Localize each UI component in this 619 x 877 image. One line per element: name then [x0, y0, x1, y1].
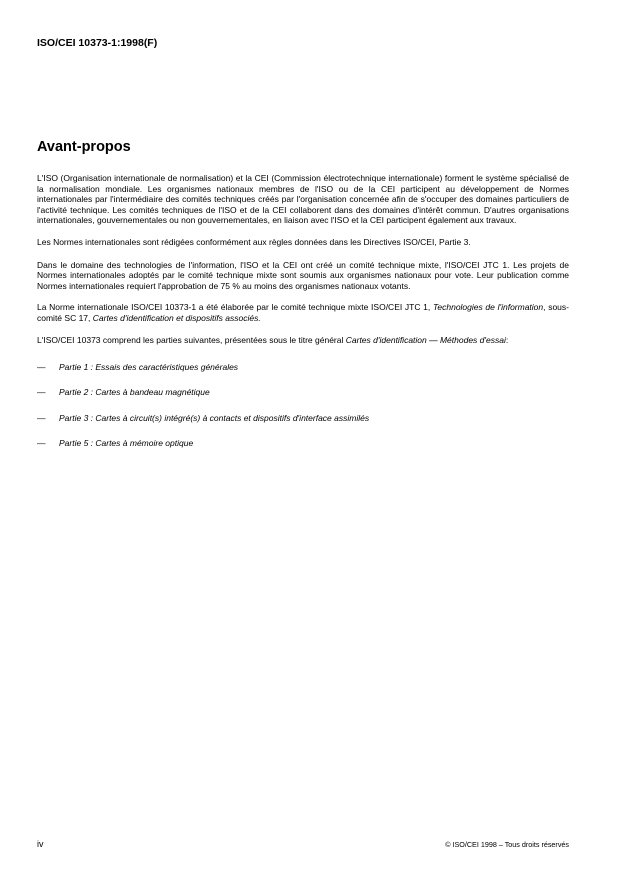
- paragraph-directives: Les Normes internationales sont rédigées conformément aux règles données dans les Directives ISO/CEI, Partie 3.: [37, 236, 471, 247]
- paragraph-parts-intro: [37, 335, 569, 346]
- parts-intro-colon: :: [505, 334, 509, 345]
- copyright-notice: © ISO/CEI 1998 – Tous droits réservés: [445, 840, 569, 849]
- section-title: Avant-propos: [37, 139, 131, 155]
- paragraph-iso-cei: L'ISO (Organisation internationale de normalisation) et la CEI (Commission électrotechnique internationale) forment le système spécialisé de la normalisation mondiale. Les organismes nationaux membres de l'ISO ou de la CEI participent au développement de Normes internationales par l'intermédiaire des comités techniques créés par l'organisation concernée afin de s'occuper des domaines particuliers de l'activité technique. Les comités techniques de l'ISO et de la CEI collaborent dans des domaines d'intérêt commun. D'autres organisations internationales, gouvernementales ou non gouvernementales, en liaison avec l'ISO et la CEI participent également aux travaux.: [37, 173, 569, 226]
- elaboration-committee-name: Technologies de l'information: [432, 302, 544, 313]
- list-dash: —: [37, 412, 46, 423]
- elaboration-text-2: , sous-comité SC 17,: [37, 302, 569, 323]
- parts-intro-text: L'ISO/CEI 10373 comprend les parties suivantes, présentées sous le titre général: [37, 334, 346, 345]
- elaboration-text-1: La Norme internationale ISO/CEI 10373-1 a été élaborée par le comité technique mixte ISO/CEI JTC 1,: [37, 302, 433, 313]
- elaboration-subcommittee-name: Cartes d'identification et dispositifs associés.: [92, 312, 261, 323]
- list-item: — Partie 5 : Cartes à mémoire optique: [37, 437, 194, 448]
- paragraph-jtc1: Dans le domaine des technologies de l'information, l'ISO et la CEI ont créé un comité technique mixte, l'ISO/CEI JTC 1. Les projets de Normes internationales adoptés par le comité technique mixte sont soumis aux organismes nationaux pour vote. Leur publication comme Normes internationales requiert l'approbation de 75 % au moins des organismes nationaux votants.: [37, 259, 569, 291]
- list-dash: —: [37, 362, 46, 373]
- list-item: — Partie 3 : Cartes à circuit(s) intégré(s) à contacts et dispositifs d'interface assimilés: [37, 412, 370, 423]
- list-dash: —: [37, 437, 46, 448]
- list-dash: —: [37, 387, 46, 398]
- document-body: [37, 139, 569, 463]
- parts-list: [37, 362, 569, 448]
- list-item: — Partie 1 : Essais des caractéristiques générales: [37, 362, 239, 373]
- document-id-header: ISO/CEI 10373-1:1998(F): [37, 37, 158, 49]
- paragraph-elaboration: [37, 302, 569, 323]
- parts-general-title: Cartes d'identification — Méthodes d'essai: [345, 334, 506, 345]
- page-number: iv: [37, 839, 44, 849]
- list-item: — Partie 2 : Cartes à bandeau magnétique: [37, 387, 210, 398]
